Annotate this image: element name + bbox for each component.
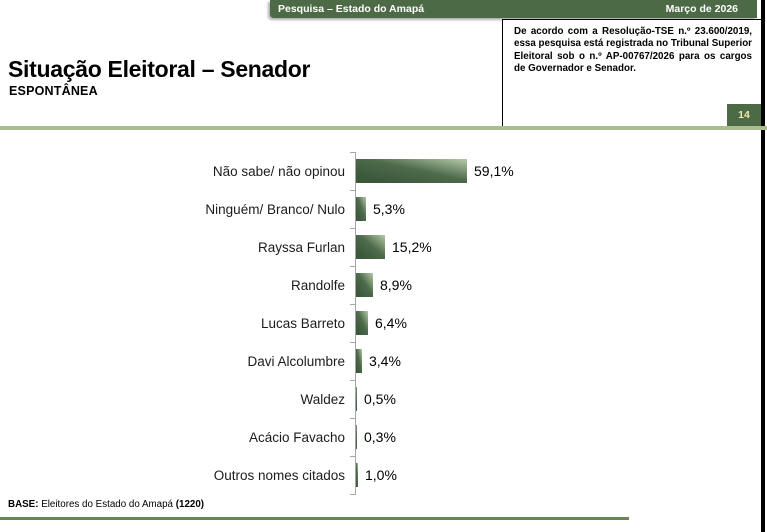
- value-label: 59,1%: [474, 163, 514, 179]
- chart-row: [0, 418, 660, 456]
- data-bar: [356, 273, 373, 297]
- chart-row: [0, 266, 660, 304]
- category-label: Acácio Favacho: [248, 429, 345, 445]
- data-bar: [356, 463, 358, 487]
- chart-row: [0, 228, 660, 266]
- data-bar: [356, 349, 362, 373]
- category-label: Outros nomes citados: [213, 467, 345, 483]
- category-label: Rayssa Furlan: [257, 239, 345, 255]
- category-label: Waldez: [300, 391, 345, 407]
- category-label: Lucas Barreto: [260, 315, 345, 331]
- value-label: 1,0%: [365, 467, 397, 483]
- value-label: 8,9%: [380, 277, 412, 293]
- value-label: 5,3%: [373, 201, 405, 217]
- value-label: 0,5%: [364, 391, 396, 407]
- chart-row: [0, 342, 660, 380]
- chart-row: [0, 456, 660, 494]
- category-label: Randolfe: [290, 277, 345, 293]
- base-note: [8, 499, 204, 510]
- chart-row: [0, 152, 660, 190]
- tse-registration-box: [502, 19, 761, 126]
- page-right-border: [761, 0, 765, 532]
- value-label: 6,4%: [375, 315, 407, 331]
- category-label: Não sabe/ não opinou: [212, 163, 345, 179]
- page-number-badge: 14: [727, 104, 761, 126]
- value-label: 3,4%: [369, 353, 401, 369]
- base-text: Eleitores do Estado do Amapá: [38, 499, 176, 510]
- axis-tick: [350, 494, 356, 495]
- chart-row: [0, 190, 660, 228]
- category-label: Davi Alcolumbre: [247, 353, 345, 369]
- chart-row: [0, 304, 660, 342]
- page-subtitle: ESPONTÂNEA: [9, 84, 98, 98]
- data-bar: [356, 311, 368, 335]
- value-label: 15,2%: [392, 239, 432, 255]
- chart-row: [0, 380, 660, 418]
- data-bar: [356, 425, 357, 449]
- data-bar: [356, 387, 357, 411]
- header-date: Março de 2026: [665, 2, 738, 15]
- page-title: Situação Eleitoral – Senador: [8, 56, 311, 82]
- category-label: Ninguém/ Branco/ Nulo: [205, 201, 345, 217]
- data-bar: [356, 159, 467, 183]
- data-bar: [356, 197, 366, 221]
- bar-chart: [0, 152, 660, 495]
- footer-line: [0, 517, 629, 520]
- base-count: (1220): [175, 499, 205, 510]
- data-bar: [356, 235, 385, 259]
- tse-registration-text: De acordo com a Resolução-TSE n.º 23.600/2019, essa pesquisa está registrada no Tribunal Superior Eleitoral sob o n.º AP-00767/2026 para os cargos de Governador e Senador.: [514, 26, 752, 75]
- header-divider-line: [0, 126, 767, 130]
- header-bar: [270, 0, 757, 18]
- value-label: 0,3%: [364, 429, 396, 445]
- header-title: Pesquisa – Estado do Amapá: [278, 2, 425, 15]
- base-label: BASE:: [8, 499, 39, 510]
